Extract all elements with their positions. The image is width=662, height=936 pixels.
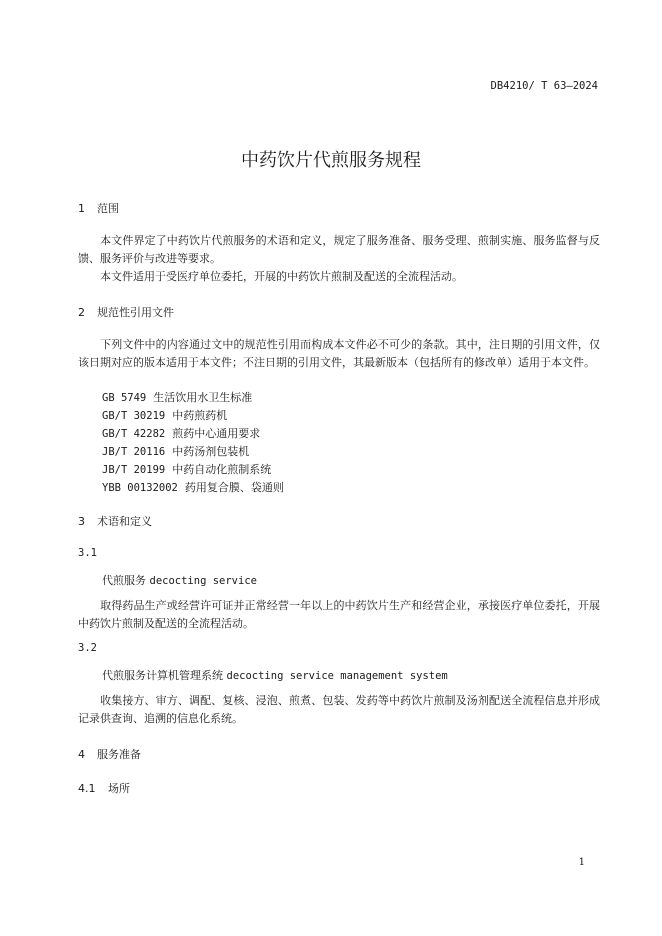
reference-item: JB/T 20116 中药汤剂包装机 xyxy=(102,445,250,458)
section-number: 2 xyxy=(78,306,85,319)
section-title: 术语和定义 xyxy=(97,515,152,528)
term-number: 3.2 xyxy=(78,642,97,654)
page-title: 中药饮片代煎服务规程 xyxy=(241,150,421,171)
subsection-title: 场所 xyxy=(108,782,130,795)
reference-item: JB/T 20199 中药自动化煎制系统 xyxy=(102,463,272,476)
reference-item: GB/T 30219 中药煎药机 xyxy=(102,409,228,422)
document-code: DB4210/ T 63—2024 xyxy=(490,80,598,92)
subsection-number: 4.1 xyxy=(78,782,96,795)
section-1-paragraph-1: 本文件界定了中药饮片代煎服务的术语和定义，规定了服务准备、服务受理、煎制实施、服务监督与反馈、服务评价与改进等要求。 xyxy=(78,234,600,265)
section-2-heading xyxy=(78,304,174,320)
reference-item: GB/T 42282 煎药中心通用要求 xyxy=(102,427,261,440)
section-title: 服务准备 xyxy=(97,748,141,761)
subsection-4-1-heading xyxy=(78,780,130,796)
section-number: 4 xyxy=(78,748,85,761)
page-number: 1 xyxy=(578,857,585,868)
section-3-heading xyxy=(78,513,152,529)
term-name: 代煎服务 decocting service xyxy=(102,574,257,587)
reference-item: GB 5749 生活饮用水卫生标准 xyxy=(102,391,253,404)
section-title: 范围 xyxy=(97,202,119,215)
section-2-paragraph: 下列文件中的内容通过文中的规范性引用而构成本文件必不可少的条款。其中，注日期的引用文件，仅该日期对应的版本适用于本文件；不注日期的引用文件，其最新版本（包括所有的修改单）适用于本文件。 xyxy=(78,338,600,369)
term-number: 3.1 xyxy=(78,547,97,559)
section-number: 3 xyxy=(78,515,85,528)
reference-item: YBB 00132002 药用复合膜、袋通则 xyxy=(102,481,284,494)
term-definition: 收集接方、审方、调配、复核、浸泡、煎煮、包装、发药等中药饮片煎制及汤剂配送全流程信息并形成记录供查询、追溯的信息化系统。 xyxy=(78,694,600,725)
section-1-paragraph-2: 本文件适用于受医疗单位委托，开展的中药饮片煎制及配送的全流程活动。 xyxy=(100,270,463,283)
term-definition: 取得药品生产或经营许可证并正常经营一年以上的中药饮片生产和经营企业，承接医疗单位委托，开展中药饮片煎制及配送的全流程活动。 xyxy=(78,599,600,630)
section-number: 1 xyxy=(78,202,85,215)
section-4-heading xyxy=(78,746,141,762)
section-title: 规范性引用文件 xyxy=(97,306,174,319)
section-1-heading xyxy=(78,200,119,216)
term-name: 代煎服务计算机管理系统 decocting service management system xyxy=(102,669,448,682)
